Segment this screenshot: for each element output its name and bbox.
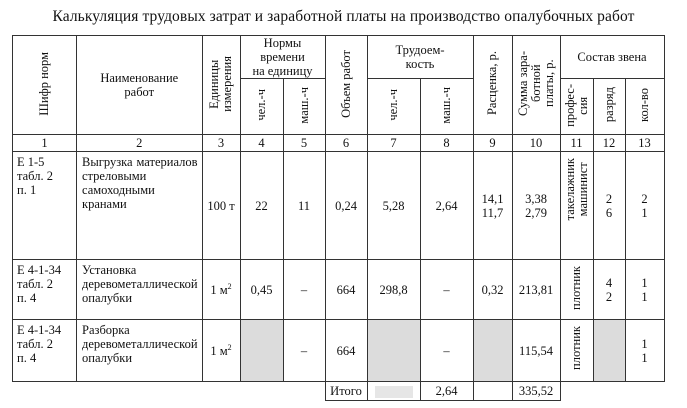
header-labor: Трудоем- кость — [367, 36, 473, 79]
column-number: 11 — [560, 135, 593, 152]
header-crew-count: кол-во — [625, 79, 664, 135]
table-row — [13, 320, 665, 382]
header-rate: Расценка, р. — [473, 36, 512, 135]
table-row — [13, 152, 665, 260]
column-number: 2 — [77, 135, 203, 152]
row-count: 1 1 — [625, 320, 664, 382]
header-crew: Состав звена — [560, 36, 664, 79]
row-unit-sup: 2 — [227, 342, 232, 352]
header-labor-machine: маш.-ч — [420, 79, 473, 135]
row-wage: 3,38 2,79 — [512, 152, 560, 260]
row-unit: 100 т — [202, 152, 240, 260]
row-labor-person — [367, 320, 420, 382]
row-profession: плотник — [560, 260, 593, 320]
total-spacer — [13, 382, 326, 401]
row-norm-person: 22 — [240, 152, 283, 260]
row-labor-person: 5,28 — [367, 152, 420, 260]
row-unit-sup: 2 — [227, 281, 232, 291]
row-volume: 0,24 — [325, 152, 367, 260]
row-unit-text: 1 м — [210, 282, 228, 297]
row-norm-machine: – — [283, 320, 325, 382]
row-labor-machine: – — [420, 320, 473, 382]
row-volume: 664 — [325, 320, 367, 382]
row-rate: 0,32 — [473, 260, 512, 320]
header-crew-profession: профес- сия — [560, 79, 593, 135]
header-volume: Объем работ — [325, 36, 367, 135]
header-code: Шифр норм — [13, 36, 77, 135]
column-number: 12 — [593, 135, 625, 152]
row-profession: такелажник машинист — [560, 152, 593, 260]
column-number: 7 — [367, 135, 420, 152]
row-count: 2 1 — [625, 152, 664, 260]
total-rate — [473, 382, 512, 401]
total-label: Итого — [325, 382, 367, 401]
row-count: 1 1 — [625, 260, 664, 320]
column-number: 9 — [473, 135, 512, 152]
row-unit-text: 1 м — [210, 343, 228, 358]
row-grade: 4 2 — [593, 260, 625, 320]
column-numbers-row — [13, 135, 665, 152]
row-wage: 115,54 — [512, 320, 560, 382]
column-number: 1 — [13, 135, 77, 152]
table-row — [13, 260, 665, 320]
row-work-name: Разборка деревометаллической опалубки — [77, 320, 203, 382]
row-grade: 2 6 — [593, 152, 625, 260]
column-number: 4 — [240, 135, 283, 152]
row-labor-person: 298,8 — [367, 260, 420, 320]
header-unit: Единицы измерения — [202, 36, 240, 135]
row-code: Е 4-1-34 табл. 2 п. 4 — [13, 320, 77, 382]
column-number: 5 — [283, 135, 325, 152]
total-wage: 335,52 — [512, 382, 560, 401]
row-profession: плотник — [560, 320, 593, 382]
header-norm-person: чел.-ч — [240, 79, 283, 135]
row-wage: 213,81 — [512, 260, 560, 320]
header-crew-grade: разряд — [593, 79, 625, 135]
row-norm-machine: – — [283, 260, 325, 320]
header-row-top — [13, 36, 665, 79]
calculation-table — [12, 35, 665, 401]
total-spacer-right — [560, 382, 664, 401]
row-volume: 664 — [325, 260, 367, 320]
row-work-name: Установка деревометаллической опалубки — [77, 260, 203, 320]
header-name: Наименование работ — [77, 36, 203, 135]
row-norm-machine: 11 — [283, 152, 325, 260]
row-labor-machine: – — [420, 260, 473, 320]
row-rate: 14,1 11,7 — [473, 152, 512, 260]
total-labor-person — [367, 382, 420, 401]
column-number: 13 — [625, 135, 664, 152]
header-wage: Сумма зара- ботной платы, р. — [512, 36, 560, 135]
row-labor-machine: 2,64 — [420, 152, 473, 260]
column-number: 3 — [202, 135, 240, 152]
row-code: Е 4-1-34 табл. 2 п. 4 — [13, 260, 77, 320]
row-rate — [473, 320, 512, 382]
row-grade — [593, 320, 625, 382]
row-norm-person: 0,45 — [240, 260, 283, 320]
row-unit — [202, 320, 240, 382]
column-number: 6 — [325, 135, 367, 152]
column-number: 8 — [420, 135, 473, 152]
header-labor-person: чел.-ч — [367, 79, 420, 135]
total-row — [13, 382, 665, 401]
column-number: 10 — [512, 135, 560, 152]
blurred-value — [375, 386, 413, 398]
header-norm-machine: маш.-ч — [283, 79, 325, 135]
row-code: Е 1-5 табл. 2 п. 1 — [13, 152, 77, 260]
total-labor-machine: 2,64 — [420, 382, 473, 401]
header-norms: Нормы времени на единицу — [240, 36, 325, 79]
page-title: Калькуляция трудовых затрат и заработной платы на производство опалубочных работ — [52, 8, 635, 25]
row-unit — [202, 260, 240, 320]
row-norm-person — [240, 320, 283, 382]
row-work-name: Выгрузка материалов стреловыми самоходными кранами — [77, 152, 203, 260]
